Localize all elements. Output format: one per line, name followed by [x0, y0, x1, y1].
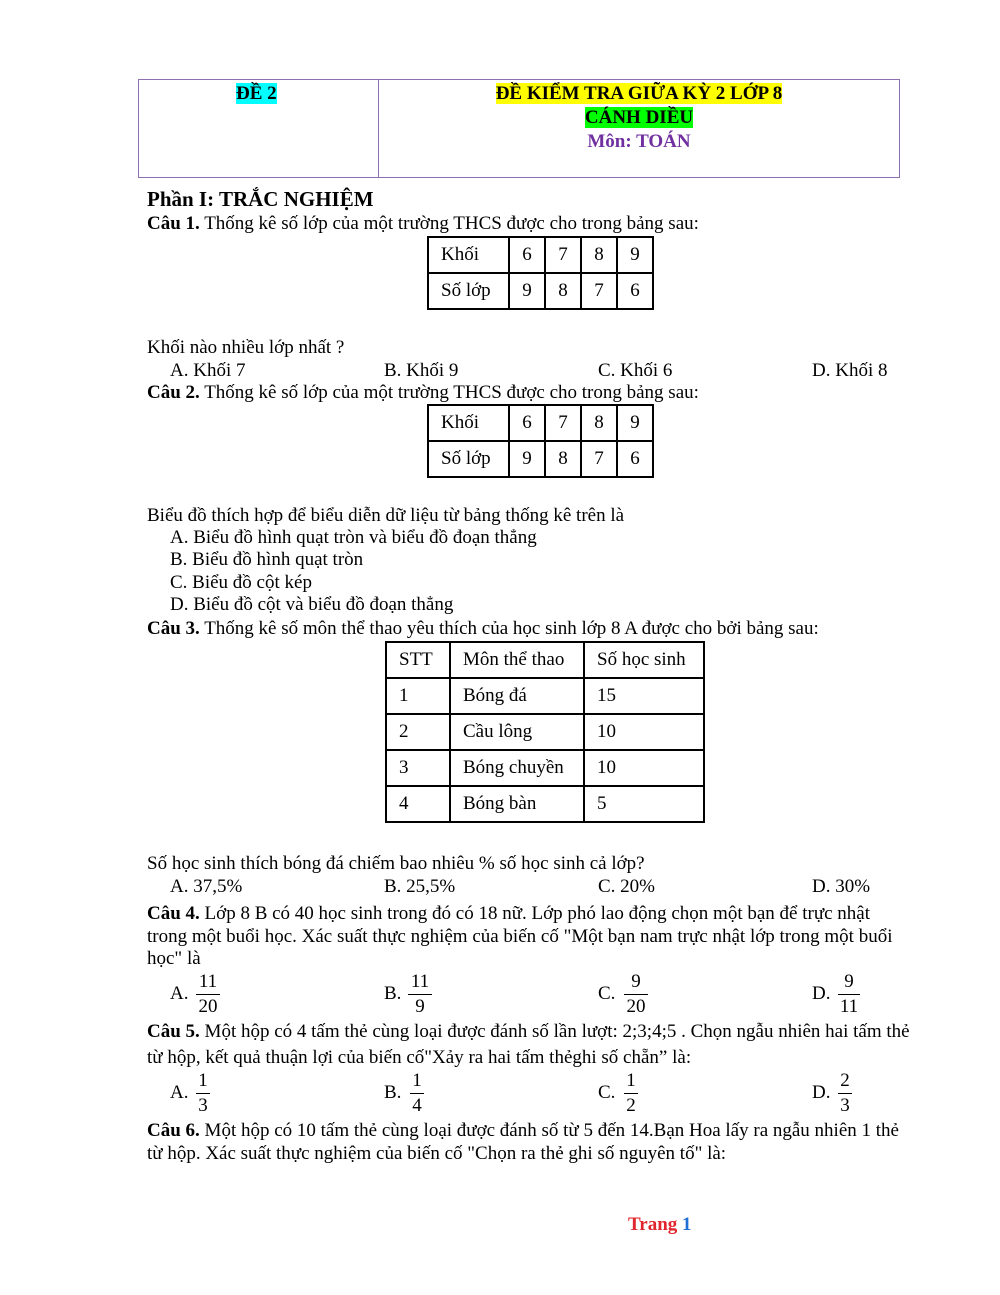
- q4-option-a-fraction: 11 20: [196, 971, 220, 1018]
- table-cell: 8: [545, 273, 581, 309]
- exam-subject: Môn: TOÁN: [587, 131, 691, 152]
- table-cell: 8: [581, 237, 617, 273]
- table-cell: Số lớp: [428, 273, 509, 309]
- exam-title: ĐỀ KIỂM TRA GIỮA KỲ 2 LỚP 8: [495, 83, 783, 104]
- table-cell: 9: [509, 273, 545, 309]
- q2-option-a: A. Biểu đồ hình quạt tròn và biểu đồ đoạn thẳng: [170, 527, 537, 548]
- question-4: Câu 4. Lớp 8 B có 40 học sinh trong đó có 18 nữ. Lớp phó lao động chọn một bạn để trực nhật: [147, 903, 871, 924]
- table-cell: 7: [545, 237, 581, 273]
- table-cell: 6: [617, 273, 653, 309]
- q2-option-b: B. Biểu đồ hình quạt tròn: [170, 549, 364, 570]
- section-title: Phần I: TRẮC NGHIỆM: [147, 187, 374, 211]
- q5-option-c-letter: C.: [598, 1082, 616, 1103]
- table-header: Môn thể thao: [450, 642, 584, 678]
- question-4-line-2: trong một buổi học. Xác suất thực nghiệm của biến cố "Một bạn nam trực nhật lớp trong một buổi: [147, 926, 893, 947]
- q4-option-c-letter: C.: [598, 983, 616, 1004]
- q4-option-a-letter: A.: [170, 983, 189, 1004]
- table-cell: 15: [584, 678, 704, 714]
- table-cell: 4: [386, 786, 450, 822]
- table-cell: Cầu lông: [450, 714, 584, 750]
- table-cell: 5: [584, 786, 704, 822]
- table-cell: Khối: [428, 405, 509, 441]
- exam-header: [138, 79, 900, 178]
- q4-option-b-fraction: 11 9: [408, 971, 432, 1018]
- q1-option-a: A. Khối 7: [170, 360, 246, 381]
- table-cell: Số lớp: [428, 441, 509, 477]
- q1-option-c: C. Khối 6: [598, 360, 673, 381]
- q5-option-c-fraction: 1 2: [624, 1070, 638, 1117]
- q5-option-a-letter: A.: [170, 1082, 189, 1103]
- table-cell: 3: [386, 750, 450, 786]
- q4-option-d-letter: D.: [812, 983, 831, 1004]
- question-3-prompt: Số học sinh thích bóng đá chiếm bao nhiêu % số học sinh cả lớp?: [147, 853, 645, 874]
- question-4-line-3: học" là: [147, 948, 201, 969]
- table-header: Số học sinh: [584, 642, 704, 678]
- q1-option-d: D. Khối 8: [812, 360, 888, 381]
- question-6: Câu 6. Một hộp có 10 tấm thẻ cùng loại được đánh số từ 5 đến 14.Bạn Hoa lấy ra ngẫu nhiên 1 thẻ: [147, 1120, 899, 1141]
- q3-option-c: C. 20%: [598, 876, 655, 897]
- question-2-prompt: Biểu đồ thích hợp để biểu diễn dữ liệu từ bảng thống kê trên là: [147, 505, 625, 526]
- question-6-line-2: từ hộp. Xác suất thực nghiệm của biến cố "Chọn ra thẻ ghi số nguyên tố" là:: [147, 1143, 727, 1164]
- table-cell: 7: [545, 405, 581, 441]
- page-footer: Trang 1: [628, 1214, 692, 1235]
- table-cell: 7: [581, 273, 617, 309]
- table-cell: 9: [617, 237, 653, 273]
- table-cell: 10: [584, 750, 704, 786]
- q3-option-d: D. 30%: [812, 876, 871, 897]
- table-cell: 9: [509, 441, 545, 477]
- table-cell: 9: [617, 405, 653, 441]
- table-header: STT: [386, 642, 450, 678]
- question-5: Câu 5. Một hộp có 4 tấm thẻ cùng loại được đánh số lần lượt: 2;3;4;5 . Chọn ngẫu nhiên hai tấm thẻ: [147, 1021, 910, 1042]
- q1-option-b: B. Khối 9: [384, 360, 459, 381]
- q3-option-a: A. 37,5%: [170, 876, 243, 897]
- q5-option-a-fraction: 1 3: [196, 1070, 210, 1117]
- question-5-line-2: từ hộp, kết quả thuận lợi của biến cố"Xảy ra hai tấm thẻghi số chẵn” là:: [147, 1047, 692, 1068]
- table-cell: 6: [617, 441, 653, 477]
- table-cell: 10: [584, 714, 704, 750]
- q3-option-b: B. 25,5%: [384, 876, 456, 897]
- table-cell: Bóng chuyền: [450, 750, 584, 786]
- question-3: Câu 3. Thống kê số môn thể thao yêu thích của học sinh lớp 8 A được cho bởi bảng sau:: [147, 618, 819, 639]
- question-2-table: [427, 404, 654, 478]
- q5-option-b-letter: B.: [384, 1082, 402, 1103]
- table-cell: 8: [581, 405, 617, 441]
- q2-option-c: C. Biểu đồ cột kép: [170, 572, 312, 593]
- table-cell: 2: [386, 714, 450, 750]
- q4-option-d-fraction: 9 11: [839, 971, 859, 1017]
- table-cell: 7: [581, 441, 617, 477]
- question-2: Câu 2. Thống kê số lớp của một trường THCS được cho trong bảng sau:: [147, 382, 699, 403]
- table-cell: Bóng đá: [450, 678, 584, 714]
- exam-code: ĐỀ 2: [236, 83, 277, 104]
- q5-option-d-letter: D.: [812, 1082, 831, 1103]
- table-cell: 8: [545, 441, 581, 477]
- q2-option-d: D. Biểu đồ cột và biểu đồ đoạn thẳng: [170, 594, 454, 615]
- question-1-prompt: Khối nào nhiều lớp nhất ?: [147, 337, 345, 358]
- table-cell: 6: [509, 405, 545, 441]
- q4-option-b-letter: B.: [384, 983, 402, 1004]
- question-1-table: [427, 236, 654, 310]
- table-cell: 1: [386, 678, 450, 714]
- q4-option-c-fraction: 9 20: [624, 971, 648, 1018]
- q5-option-b-fraction: 1 4: [410, 1070, 424, 1117]
- question-3-table: [385, 641, 705, 823]
- table-cell: Khối: [428, 237, 509, 273]
- question-1: Câu 1. Thống kê số lớp của một trường THCS được cho trong bảng sau:: [147, 213, 699, 234]
- table-cell: 6: [509, 237, 545, 273]
- q5-option-d-fraction: 2 3: [838, 1070, 852, 1117]
- table-cell: Bóng bàn: [450, 786, 584, 822]
- exam-series: CÁNH DIỀU: [584, 107, 694, 128]
